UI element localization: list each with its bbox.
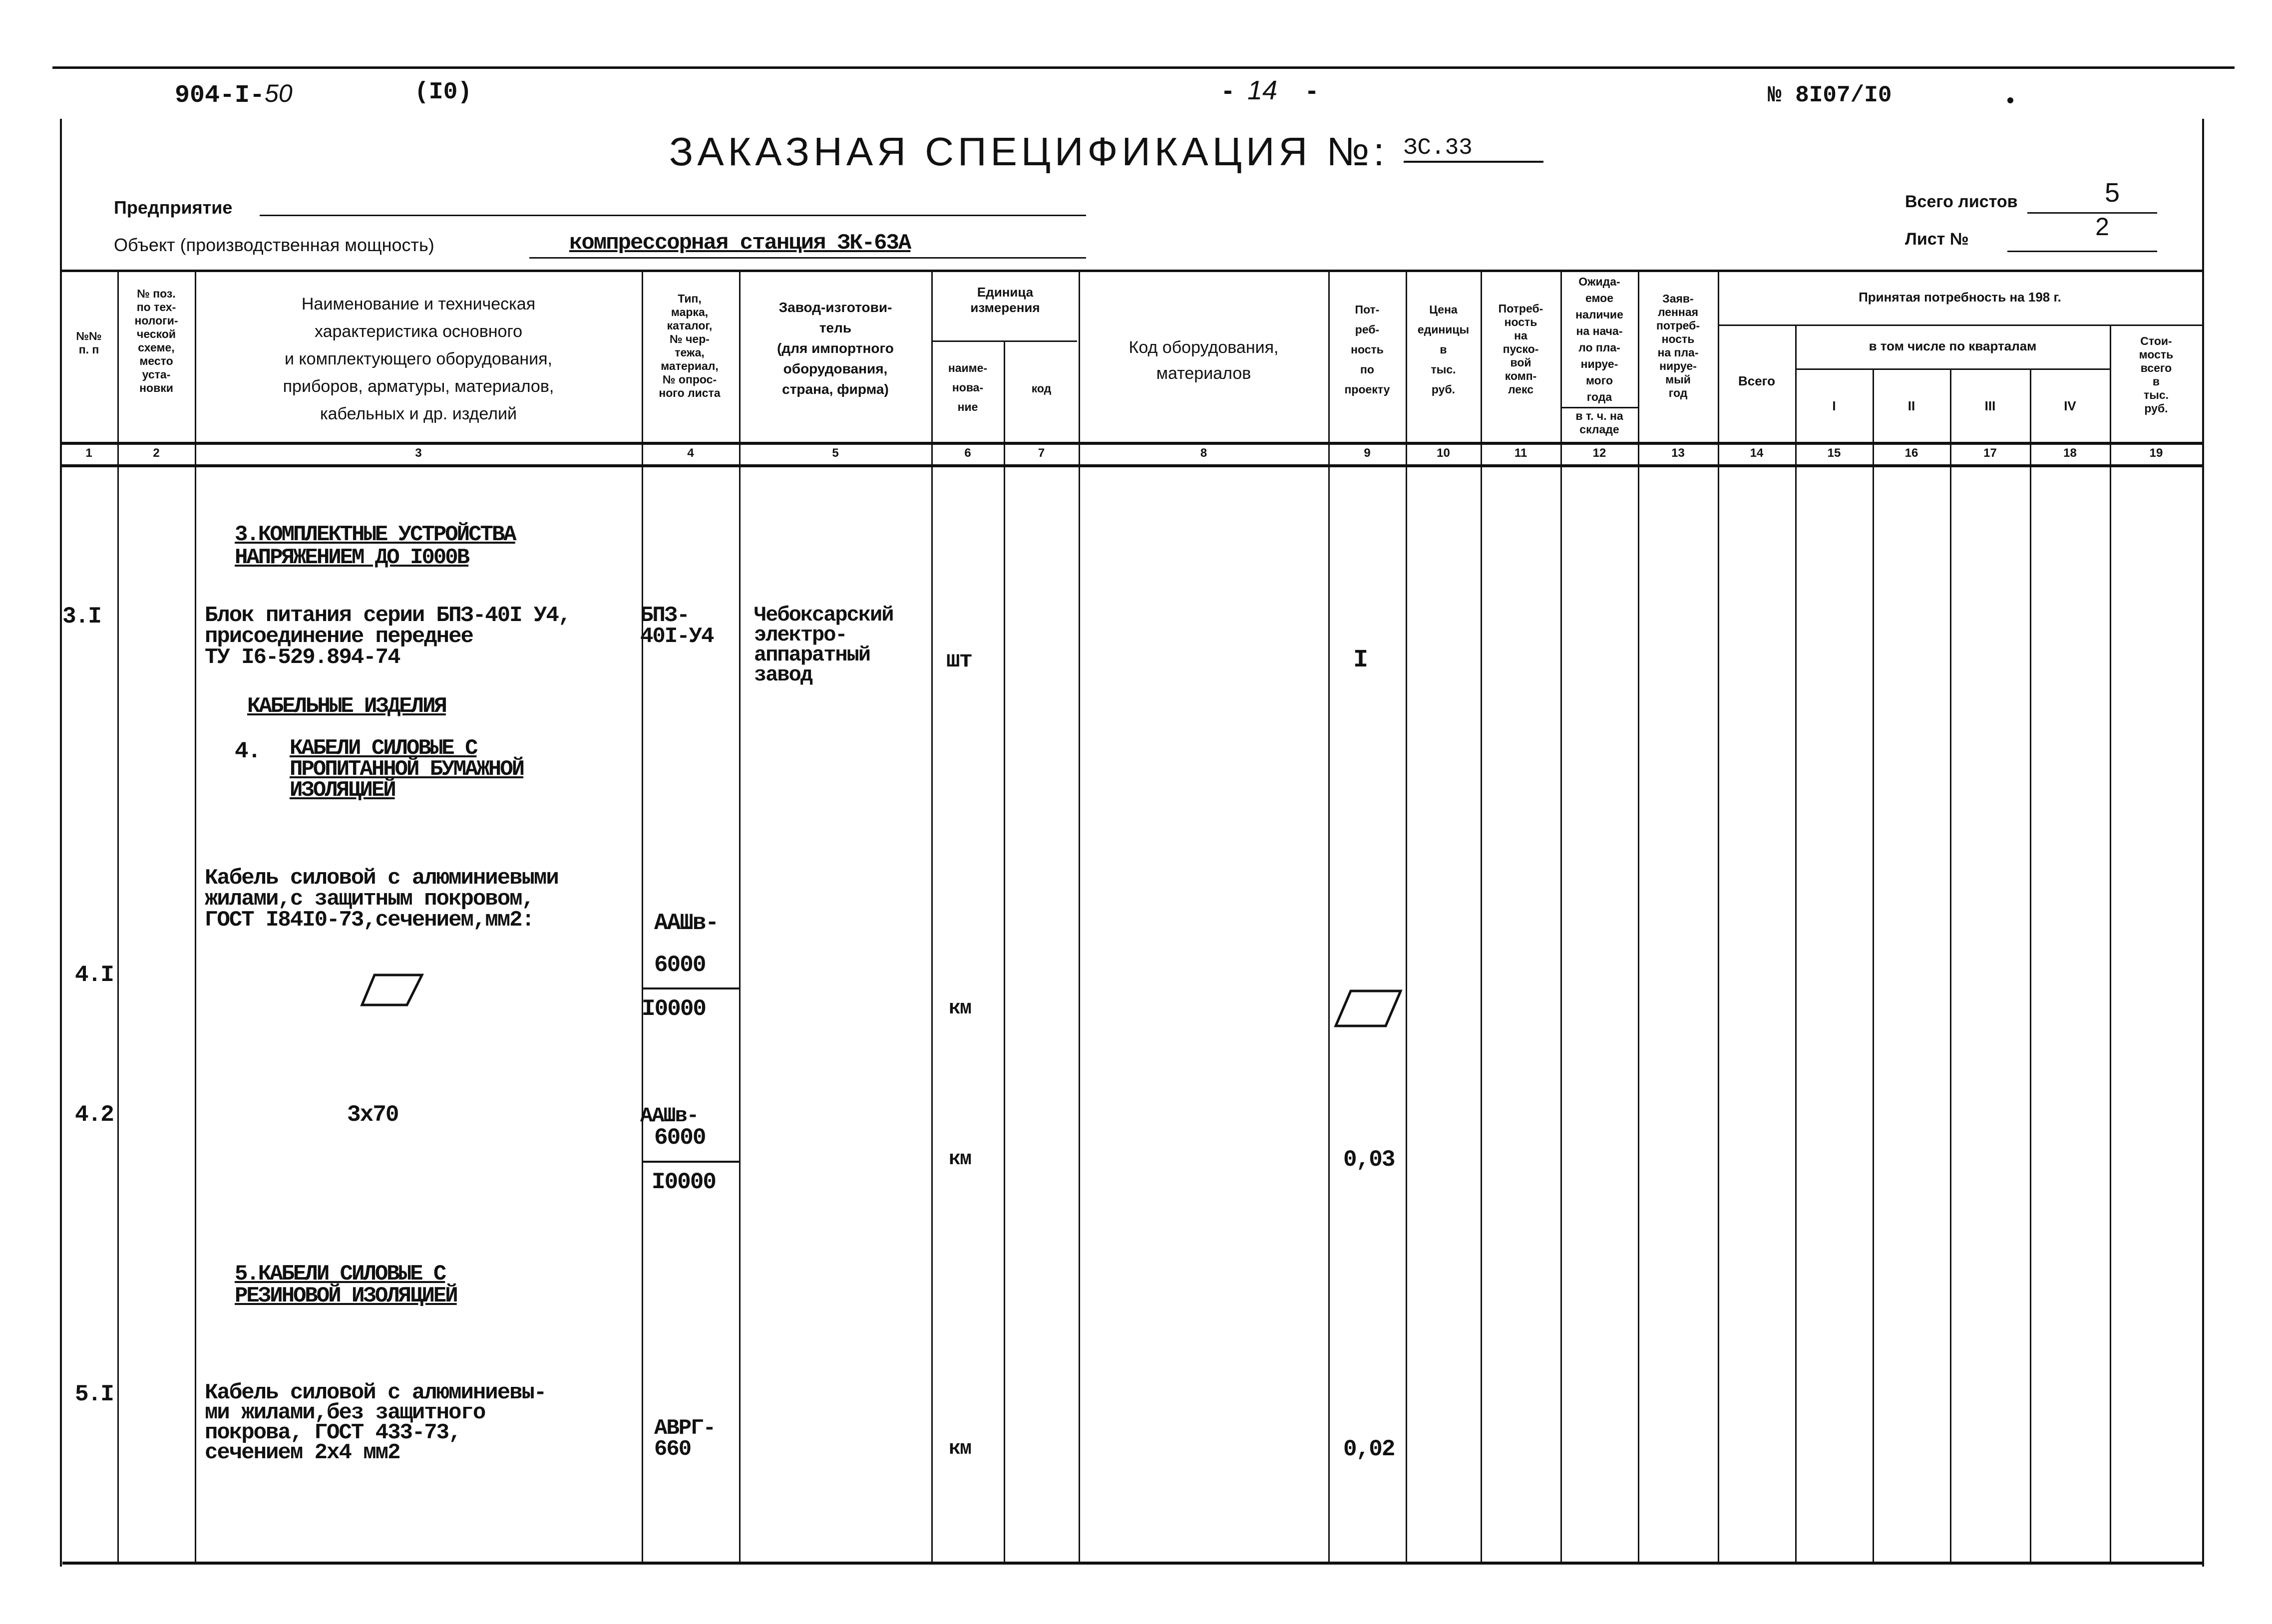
- section-3-title: 3.КОМПЛЕКТНЫЕ УСТРОЙСТВА НАПРЯЖЕНИЕМ ДО I000В: [235, 522, 515, 570]
- col-line-9: [1406, 270, 1407, 1563]
- col-num-9: 9: [1364, 446, 1371, 460]
- row-4-2-type-mid: 6000: [654, 1125, 706, 1151]
- col-line-8: [1328, 270, 1330, 1563]
- col-line-7: [1079, 270, 1080, 1563]
- section-4-number: 4.: [235, 738, 261, 764]
- row-5-1-name: Кабель силовой с алюминиевы- ми жилами,без защитного покрова, ГОСТ 433-73, сечением 2х4 мм2: [205, 1380, 546, 1465]
- project-sub: (I0): [414, 79, 472, 106]
- row-5-1-unit: км: [949, 1438, 971, 1460]
- header-top-line: [60, 270, 2202, 272]
- row-4-1-type-mid: 6000: [654, 952, 706, 978]
- section-4-description: Кабель силовой с алюминиевыми жилами,с защитным покровом, ГОСТ I84I0-73,сечением,мм2:: [205, 866, 558, 933]
- accepted-sub-line: [1718, 325, 2202, 326]
- col-num-19: 19: [2149, 446, 2163, 460]
- col-line-18: [2110, 325, 2111, 1563]
- col-num-7: 7: [1038, 446, 1045, 460]
- cable-products-title: КАБЕЛЬНЫЕ ИЗДЕЛИЯ: [247, 694, 446, 719]
- header-c15: I: [1832, 398, 1836, 413]
- sheet-value: 2: [2095, 213, 2109, 241]
- col-line-13: [1718, 270, 1719, 1563]
- page-number: [1223, 75, 1316, 106]
- header-c18: IV: [2064, 398, 2076, 413]
- header-c67: Единица измерения: [970, 285, 1040, 315]
- object-label: Объект (производственная мощность): [114, 235, 434, 255]
- row-4-1-number: 4.I: [75, 962, 113, 988]
- col-num-1: 1: [85, 446, 92, 460]
- header-bottom-line: [60, 442, 2202, 445]
- row-3-1-qty: I: [1353, 646, 1368, 674]
- col-line-10: [1481, 270, 1482, 1563]
- project-code: [175, 79, 293, 110]
- section-5-title: 5.КАБЕЛИ СИЛОВЫЕ С РЕЗИНОВОЙ ИЗОЛЯЦИЕЙ: [235, 1262, 457, 1308]
- document-title: [669, 129, 1543, 175]
- col-num-16: 16: [1904, 446, 1918, 460]
- object-value: компрессорная станция ЗК-63А: [569, 231, 911, 256]
- header-c17: III: [1984, 398, 1996, 413]
- col-line-17: [2030, 368, 2031, 1563]
- frame-right: [2202, 119, 2204, 1567]
- object-line: [529, 257, 1086, 259]
- header-c7: код: [1031, 382, 1052, 395]
- header-c13: Заяв- ленная потреб- ность на пла- нируе- мый год: [1656, 292, 1700, 399]
- col-num-17: 17: [1983, 446, 1997, 460]
- col-line-14: [1795, 325, 1797, 1563]
- col-num-14: 14: [1750, 446, 1764, 460]
- title-number: ЗС.33: [1404, 129, 1543, 163]
- row-5-1-type: АВРГ- 660: [654, 1416, 716, 1462]
- dot-mark: [2007, 97, 2013, 103]
- col-num-13: 13: [1671, 446, 1685, 460]
- row-5-1-qty: 0,02: [1343, 1436, 1395, 1462]
- row-5-1-number: 5.I: [75, 1381, 113, 1407]
- col-line-5: [931, 270, 933, 1563]
- total-sheets-label: Всего листов: [1905, 192, 2018, 211]
- row-4-2-type-bot: I0000: [652, 1169, 716, 1195]
- enterprise-label: Предприятие: [114, 197, 233, 218]
- header-c14: Всего: [1738, 373, 1776, 388]
- row-3-1-factory: Чебоксарский электро- аппаратный завод: [754, 603, 893, 687]
- col-num-18: 18: [2063, 446, 2077, 460]
- doc-number: № 8I07/I0: [1768, 82, 1892, 108]
- col-line-2: [195, 270, 196, 1563]
- page-marker-right: -: [1307, 75, 1317, 105]
- quarters-sub-line: [1795, 368, 2110, 370]
- row-4-1-type-bot: I0000: [642, 996, 706, 1022]
- row-4-2-unit: км: [949, 1148, 971, 1171]
- header-c9: Пот- реб- ность по проекту: [1344, 303, 1390, 396]
- col-num-5: 5: [832, 446, 839, 460]
- row-3-1-type: БПЗ- 40I-У4: [640, 603, 714, 649]
- col-num-3: 3: [415, 446, 422, 460]
- col-line-11: [1560, 270, 1562, 1563]
- header-c12b: в т. ч. на складе: [1575, 409, 1623, 436]
- row-4-1-dash-mark: [360, 973, 424, 1007]
- title-text: ЗАКАЗНАЯ СПЕЦИФИКАЦИЯ №:: [669, 129, 1389, 174]
- col-line-12: [1638, 270, 1639, 1563]
- header-c6: наиме- нова- ние: [948, 361, 988, 413]
- header-c11: Потреб- ность на пуско- вой комп- лекс: [1498, 302, 1543, 396]
- row-4-1-unit: км: [949, 997, 971, 1020]
- row-4-2-type-top: ААШв-: [640, 1104, 699, 1128]
- header-c8: Код оборудования, материалов: [1129, 338, 1279, 383]
- header-c10: Цена единицы в тыс. руб.: [1417, 303, 1470, 396]
- project-code-hand: 50: [265, 79, 293, 107]
- header-c4: Тип, марка, каталог, № чер- тежа, материал, № опрос- ного листа: [659, 292, 721, 399]
- row-4-2-name: 3х70: [347, 1102, 398, 1128]
- col-num-4: 4: [687, 446, 694, 460]
- header-c5: Завод-изготови- тель (для импортного оборудования, страна, фирма): [777, 300, 894, 397]
- row-4-1-type-top: ААШв-: [654, 910, 719, 936]
- enterprise-line: [260, 215, 1086, 216]
- project-code-prefix: 904-I-: [175, 81, 265, 110]
- header-c1: №№ п. п: [76, 329, 102, 356]
- colnum-bottom-line: [60, 464, 2202, 467]
- header-c19: Стои- мость всего в тыс. руб.: [2139, 334, 2174, 415]
- page-number-value: 14: [1247, 75, 1278, 105]
- top-border: [52, 66, 2235, 69]
- section-4-title: КАБЕЛИ СИЛОВЫЕ С ПРОПИТАННОЙ БУМАЖНОЙ ИЗОЛЯЦИЕЙ: [290, 736, 524, 803]
- row-4-2-number: 4.2: [75, 1102, 113, 1128]
- col-num-12: 12: [1592, 446, 1606, 460]
- col-num-11: 11: [1514, 446, 1527, 460]
- c12-sub-line: [1560, 407, 1638, 408]
- header-quarters: в том числе по кварталам: [1869, 338, 2037, 353]
- sheet-label: Лист №: [1905, 230, 1969, 249]
- row-3-1-number: 3.I: [62, 604, 101, 630]
- header-c2: № поз. по тех- нологи- ческой схеме, место уста- новки: [134, 287, 178, 394]
- row-4-2-fraction-line: [642, 1161, 739, 1163]
- row-3-1-unit: шт: [946, 648, 972, 673]
- row-4-1-qty-dash-mark: [1333, 988, 1403, 1028]
- col-line-4: [739, 270, 741, 1563]
- row-3-1-name: Блок питания серии БПЗ-40I У4, присоединение переднее ТУ I6-529.894-74: [205, 603, 571, 670]
- col-num-8: 8: [1200, 446, 1207, 460]
- col-line-1: [117, 270, 119, 1563]
- header-c16: II: [1907, 398, 1915, 413]
- col-num-10: 10: [1437, 446, 1450, 460]
- col-num-6: 6: [964, 446, 971, 460]
- col-line-16: [1950, 368, 1951, 1563]
- header-c3: Наименование и техническая характеристика основного и комплектующего оборудования, приборов, арматуры, материалов, кабельных и др. изделий: [283, 295, 554, 423]
- col-line-15: [1873, 368, 1874, 1563]
- row-4-1-fraction-line: [642, 987, 739, 989]
- col-num-15: 15: [1827, 446, 1841, 460]
- bottom-border: [62, 1562, 2202, 1565]
- sheet-line: [2007, 251, 2157, 252]
- page-marker-left: -: [1223, 75, 1232, 105]
- header-accepted: Принятая потребность на 198 г.: [1859, 290, 2061, 305]
- total-sheets-value: 5: [2104, 178, 2120, 208]
- row-4-2-qty: 0,03: [1343, 1147, 1395, 1173]
- col-line-6: [1004, 340, 1005, 1563]
- col-num-2: 2: [153, 446, 160, 460]
- header-c12: Ожида- емое наличие на нача- ло пла- нируе- мого года: [1575, 275, 1623, 403]
- col-line-3: [642, 270, 643, 1563]
